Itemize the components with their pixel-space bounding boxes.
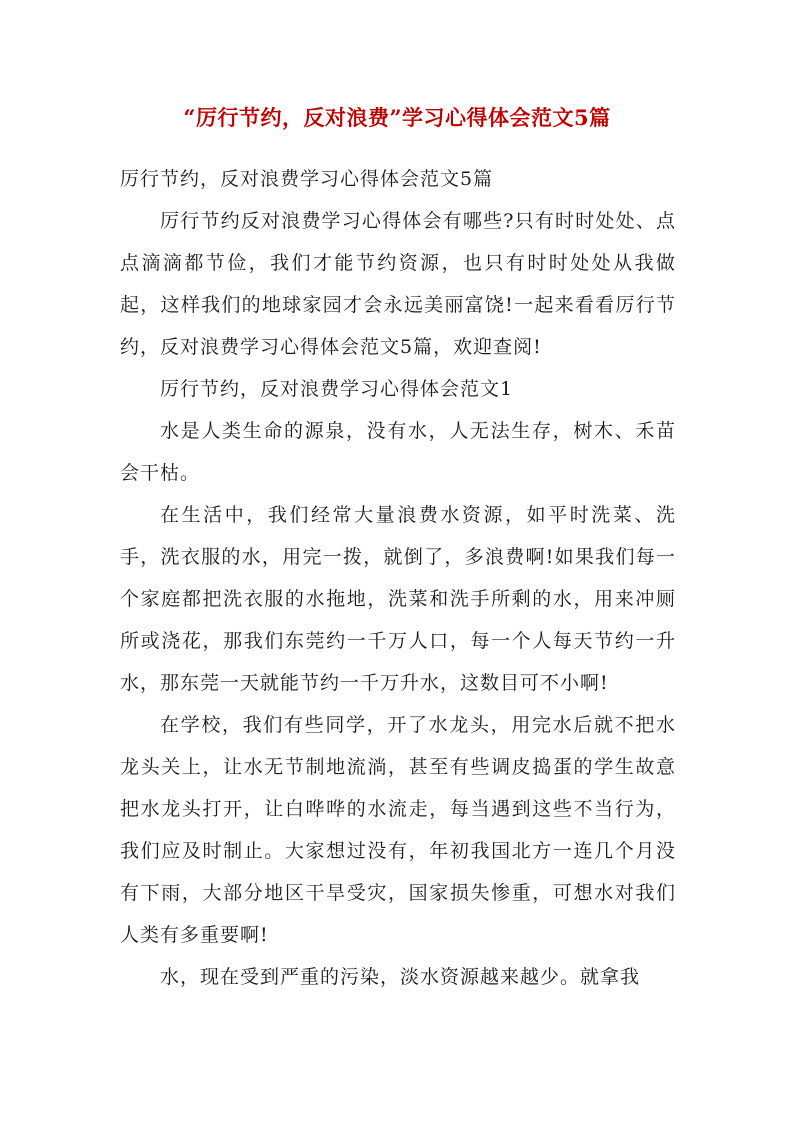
section-heading: 厉行节约，反对浪费学习心得体会范文1 — [160, 378, 514, 400]
document-body — [120, 158, 676, 998]
body-paragraph: 在学校，我们有些同学，开了水龙头，用完水后就不把水龙头关上，让水无节制地流淌，甚至有些调皮捣蛋的学生故意把水龙头打开，让白哗哗的水流走，每当遇到这些不当行为，我们应及时制止。大家想过没有，年初我国北方一连几个月没有下雨，大部分地区干旱受灾，国家损失惨重，可想水对我们人类有多重要啊! — [120, 714, 676, 946]
intro-paragraph: 厉行节约反对浪费学习心得体会有哪些?只有时时处处、点点滴滴都节俭，我们才能节约资源，也只有时时处处从我做起，这样我们的地球家园才会永远美丽富饶!一起来看看厉行节约，反对浪费学习心得体会范文5篇，欢迎查阅! — [120, 210, 676, 358]
document-title: “厉行节约，反对浪费”学习心得体会范文5篇 — [183, 105, 611, 130]
body-paragraph: 水是人类生命的源泉，没有水，人无法生存，树木、禾苗会干枯。 — [120, 420, 676, 484]
body-paragraph: 在生活中，我们经常大量浪费水资源，如平时洗菜、洗手，洗衣服的水，用完一拨，就倒了，多浪费啊!如果我们每一个家庭都把洗衣服的水拖地，洗菜和洗手所剩的水，用来冲厕所或浇花，那我们东莞约一千万人口，每一个人每天节约一升水，那东莞一天就能节约一千万升水，这数目可不小啊! — [120, 504, 676, 694]
subtitle-paragraph: 厉行节约，反对浪费学习心得体会范文5篇 — [120, 168, 494, 190]
body-paragraph: 水，现在受到严重的污染，淡水资源越来越少。就拿我 — [160, 966, 641, 988]
